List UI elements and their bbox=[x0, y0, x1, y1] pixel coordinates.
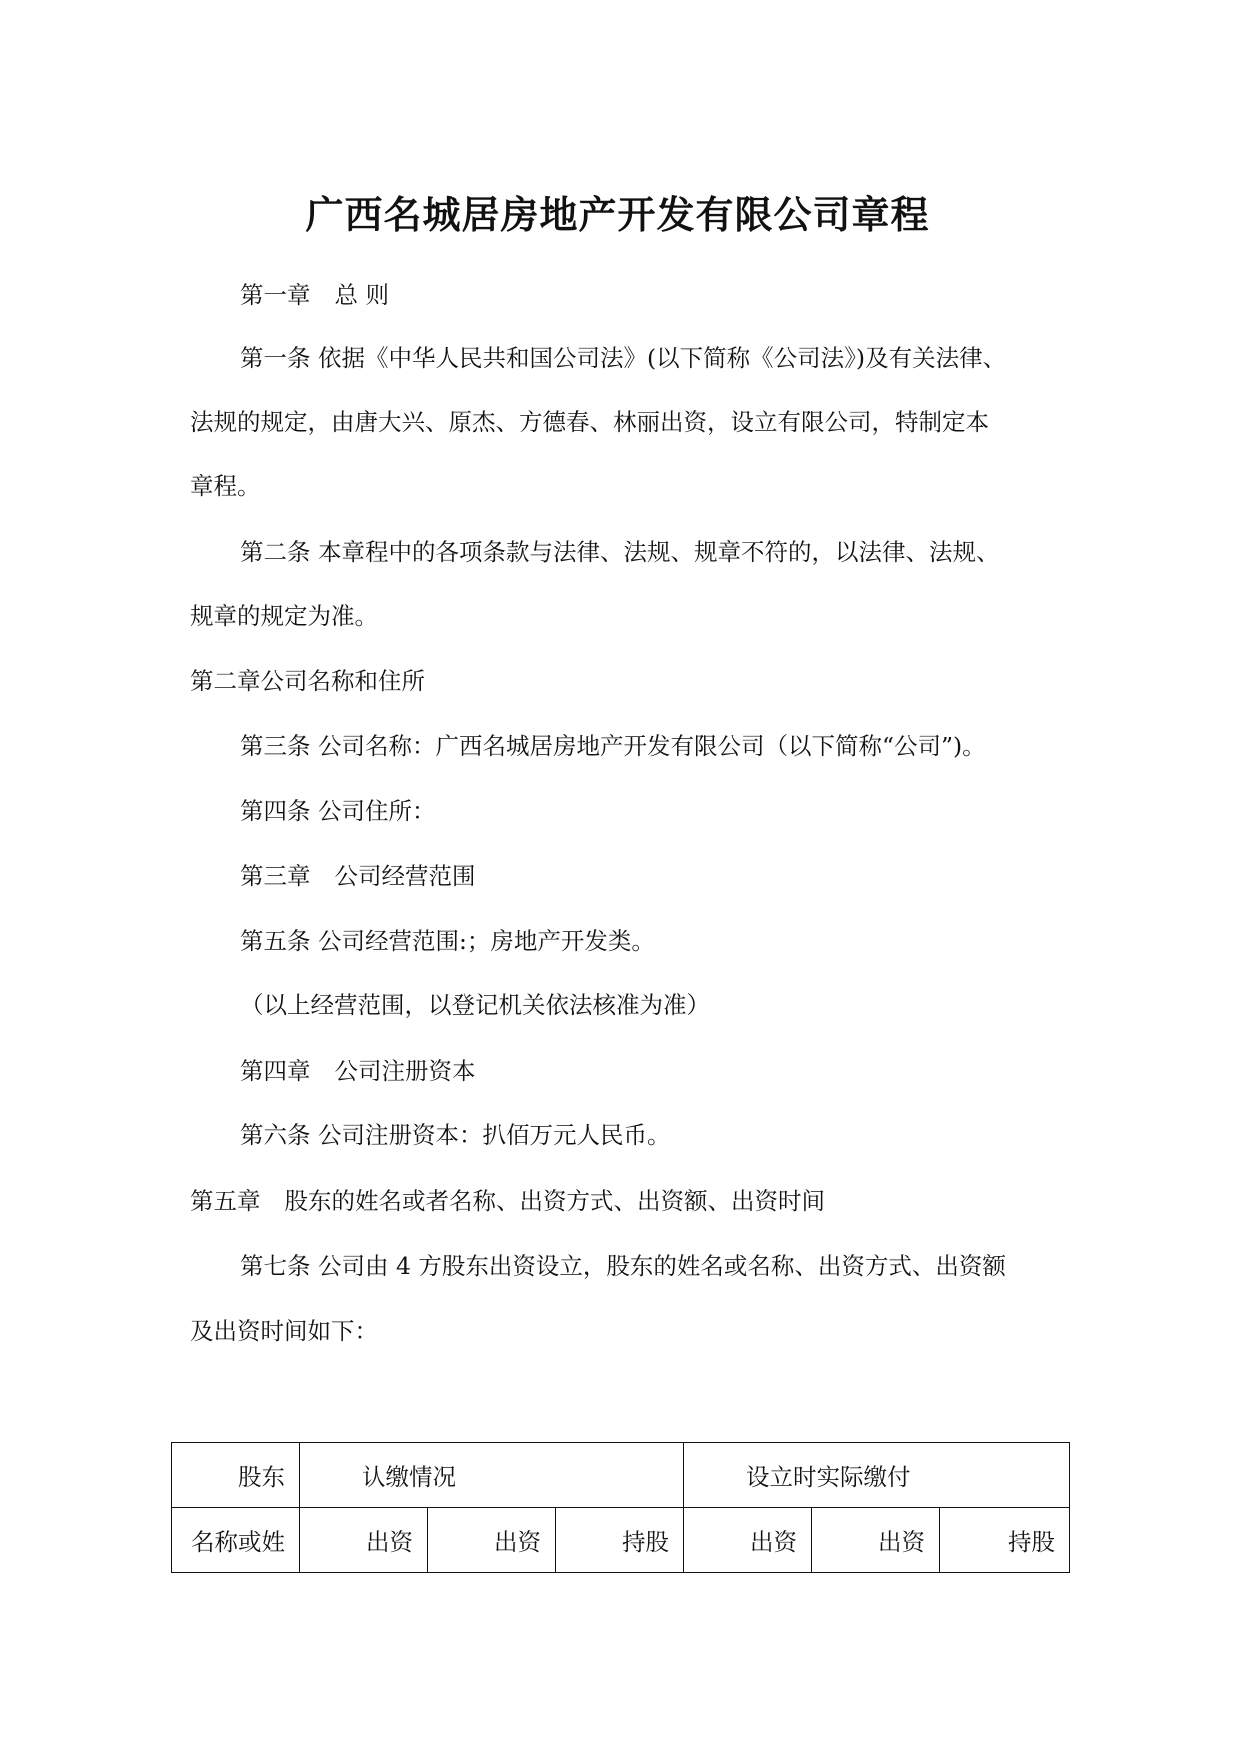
header-subscribed: 认缴情况 bbox=[300, 1443, 684, 1508]
table-header-row-1 bbox=[172, 1443, 1070, 1508]
article-2-line-1: 第二条 本章程中的各项条款与法律、法规、规章不符的，以法律、法规、 bbox=[240, 538, 1000, 566]
subheader-cell: 出资 bbox=[428, 1508, 556, 1573]
article-1-line-3: 章程。 bbox=[190, 472, 261, 500]
document-title: 广西名城居房地产开发有限公司章程 bbox=[305, 192, 930, 237]
table-header-row-2 bbox=[172, 1508, 1070, 1573]
header-actual-paid: 设立时实际缴付 bbox=[684, 1443, 1070, 1508]
subheader-cell: 持股 bbox=[940, 1508, 1070, 1573]
article-1-line-2: 法规的规定，由唐大兴、原杰、方德春、林丽出资，设立有限公司，特制定本 bbox=[190, 408, 989, 436]
chapter-1-heading: 第一章 总 则 bbox=[240, 281, 389, 309]
chapter-2-heading: 第二章公司名称和住所 bbox=[190, 667, 425, 695]
article-6: 第六条 公司注册资本：扒佰万元人民币。 bbox=[240, 1121, 671, 1149]
subheader-cell: 出资 bbox=[684, 1508, 812, 1573]
header-shareholder-line-2: 名称或姓 bbox=[172, 1508, 300, 1573]
subheader-cell: 持股 bbox=[556, 1508, 684, 1573]
chapter-4-heading: 第四章 公司注册资本 bbox=[240, 1057, 476, 1085]
chapter-3-heading: 第三章 公司经营范围 bbox=[240, 862, 476, 890]
article-1-line-1: 第一条 依据《中华人民共和国公司法》(以下简称《公司法》)及有关法律、 bbox=[240, 344, 1007, 372]
header-shareholder-line-1: 股东 bbox=[172, 1443, 300, 1508]
article-2-line-2: 规章的规定为准。 bbox=[190, 602, 378, 630]
article-7-line-1: 第七条 公司由 4 方股东出资设立，股东的姓名或名称、出资方式、出资额 bbox=[240, 1252, 1006, 1280]
article-5: 第五条 公司经营范围:；房地产开发类。 bbox=[240, 927, 655, 955]
article-3: 第三条 公司名称：广西名城居房地产开发有限公司（以下简称“公司”)。 bbox=[240, 732, 986, 760]
shareholder-contribution-table bbox=[171, 1442, 1070, 1573]
article-4: 第四条 公司住所： bbox=[240, 797, 436, 825]
chapter-5-heading: 第五章 股东的姓名或者名称、出资方式、出资额、出资时间 bbox=[190, 1187, 825, 1215]
subheader-cell: 出资 bbox=[300, 1508, 428, 1573]
subheader-cell: 出资 bbox=[812, 1508, 940, 1573]
scope-note: （以上经营范围，以登记机关依法核准为准） bbox=[240, 991, 710, 1019]
article-7-line-2: 及出资时间如下： bbox=[190, 1317, 378, 1345]
